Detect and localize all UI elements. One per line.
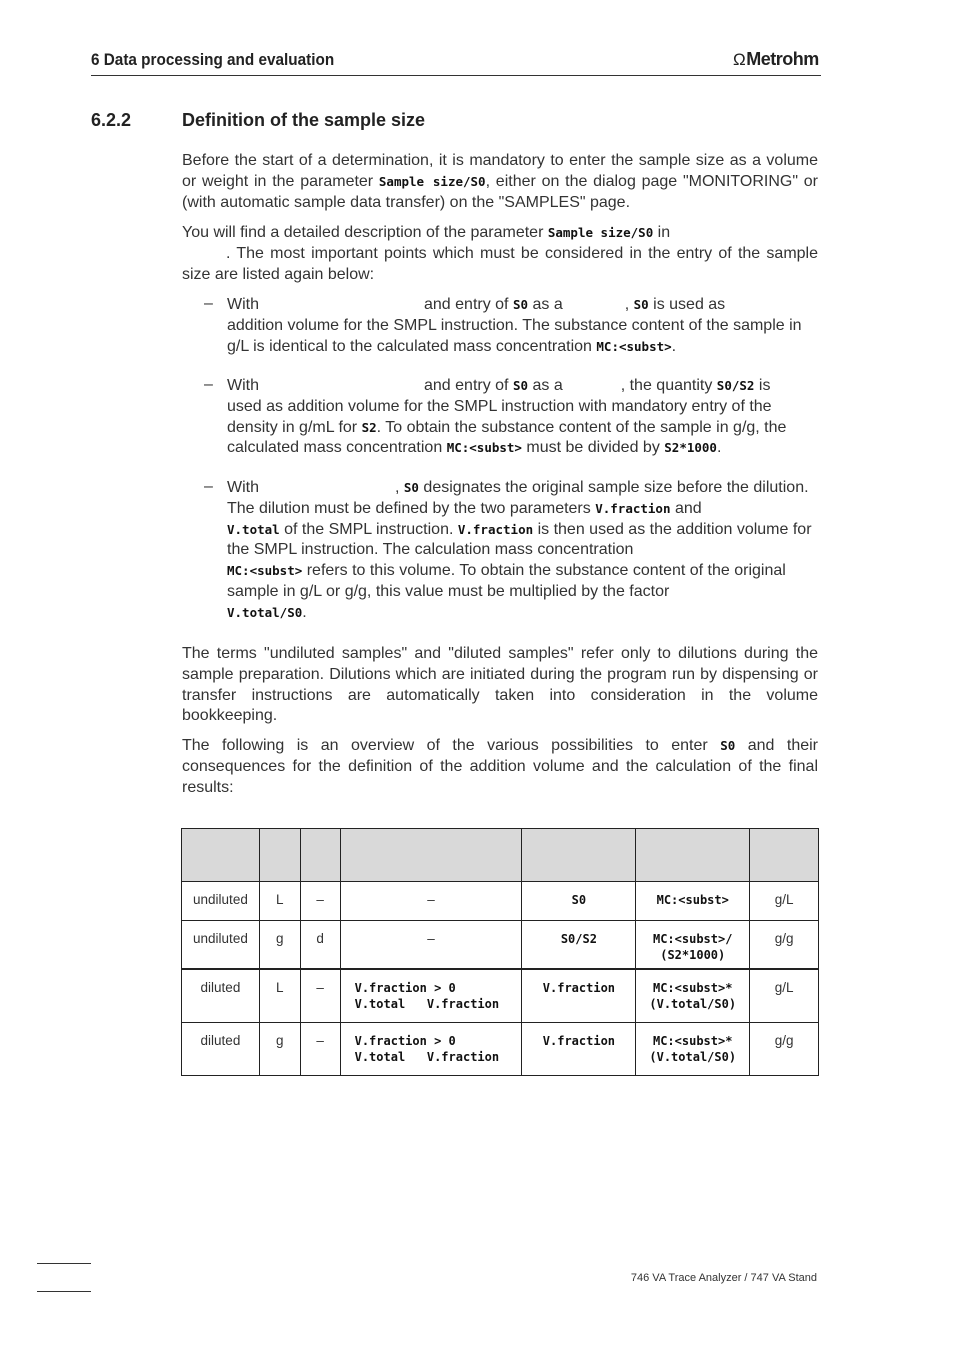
bullet-dash: – (204, 376, 213, 393)
text: as a (532, 296, 563, 313)
header-cell (636, 829, 750, 882)
text: With (227, 479, 259, 496)
footer-product-name: 746 VA Trace Analyzer / 747 VA Stand (630, 1272, 817, 1284)
result-cell (636, 921, 750, 970)
section-title: Definition of the sample size (182, 110, 426, 130)
code: MC:<subst> (446, 440, 522, 456)
result-line: (S2*1000) (660, 948, 726, 962)
omega-icon: Ω (733, 50, 746, 69)
bullet-dash: – (204, 478, 213, 495)
text: used as addition volume for the SMPL instruction with mandatory entry of the density in g/mL for (227, 397, 772, 436)
text: , either on the dialog page "MONITORING" or (with automatic sample data transfer) on the "SAMPLES" page. (182, 172, 819, 211)
density-cell: d (300, 921, 340, 970)
text: With (227, 296, 259, 313)
condition-cell (340, 969, 522, 1023)
paragraph-overview (182, 736, 818, 798)
table-row (182, 921, 819, 970)
table-header-row (182, 829, 819, 882)
header-cell (340, 829, 522, 882)
bullet-item (227, 376, 817, 459)
final-unit-cell: g/g (750, 921, 819, 970)
code: V.fraction (595, 500, 671, 516)
density-cell: – (300, 969, 340, 1023)
sample-cell: undiluted (182, 921, 260, 970)
condition-line: V.fraction > 0 (354, 1034, 456, 1048)
bullet-item (227, 295, 817, 357)
text: The following is an overview of the various possibilities to enter (182, 737, 708, 754)
addition-volume-cell: S0 (522, 882, 636, 921)
text: must be divided by (526, 439, 660, 457)
unit-cell: g (259, 921, 300, 970)
code: S0/S2 (716, 378, 755, 393)
code: S0 (512, 378, 529, 393)
header-cell (259, 829, 300, 882)
result-cell: MC:<subst> (636, 882, 750, 921)
text: , (624, 296, 630, 313)
density-cell: – (300, 882, 340, 921)
header-cell (750, 829, 819, 882)
final-unit-cell: g/g (750, 1023, 819, 1076)
footer-rule (37, 1263, 91, 1264)
text: in (657, 224, 671, 241)
result-line: MC:<subst>/ (652, 932, 733, 946)
chapter-header: 6 Data processing and evaluation (91, 50, 335, 69)
parameter-code: S0 (720, 738, 736, 753)
code: MC:<subst> (596, 338, 672, 354)
text: addition volume for the SMPL instruction. The substance content of the sample in g/L is identical to the calculated mass concentration (227, 316, 802, 355)
text: is then used as the addition volume for the SMPL instruction. The calculation mass concentration (227, 520, 812, 559)
text: is (758, 377, 771, 394)
addition-volume-cell: V.fraction (522, 1023, 636, 1076)
final-unit-cell: g/L (750, 882, 819, 921)
unit-cell: L (259, 969, 300, 1023)
logo-text: Metrohm (746, 49, 819, 69)
section-number: 6.2.2 (91, 110, 132, 130)
paragraph-intro (182, 151, 818, 213)
metrohm-logo (733, 49, 819, 70)
code: S2 (361, 419, 377, 435)
overview-table (181, 828, 819, 1076)
table-row (182, 882, 819, 921)
text: . To obtain the substance content of the sample in g/g, the calculated mass concentration (227, 418, 787, 457)
sample-cell: diluted (182, 1023, 260, 1076)
header-cell (300, 829, 340, 882)
text: of the SMPL instruction. (284, 520, 454, 538)
text: and entry of (424, 296, 509, 313)
text: , (395, 479, 400, 496)
text: . (716, 439, 722, 457)
text: . The most important points which must be considered in the entry of the sample size are listed again below: (182, 244, 818, 283)
bullet-dash: – (204, 295, 213, 312)
footer-rule (37, 1291, 91, 1292)
code: V.fraction (457, 521, 534, 537)
text: and their consequences for the definition of the addition volume and the calculation of the final results: (182, 737, 818, 796)
final-unit-cell: g/L (750, 969, 819, 1023)
text: You will find a detailed description of the parameter (182, 224, 544, 241)
text: Before the start of a determination, it is mandatory to enter the sample size as a volume or weight in the parameter (182, 152, 818, 190)
code: MC:<subst> (227, 563, 303, 579)
result-line: MC:<subst>* (652, 1034, 733, 1048)
code: S0 (403, 480, 419, 495)
code: S2*1000 (664, 440, 717, 456)
text: as a (532, 377, 563, 394)
addition-volume-cell: V.fraction (522, 969, 636, 1023)
text: . (671, 337, 677, 355)
header-cell (522, 829, 636, 882)
density-cell: – (300, 1023, 340, 1076)
condition-line: V.total V.fraction (354, 1050, 500, 1064)
code: V.total/S0 (227, 604, 303, 620)
text: , the quantity (620, 377, 713, 394)
table-row (182, 1023, 819, 1076)
code: S0 (633, 297, 649, 312)
header-rule (91, 75, 821, 76)
condition-line: V.fraction > 0 (354, 981, 456, 995)
parameter-code: Sample size/S0 (378, 173, 486, 189)
unit-cell: L (259, 882, 300, 921)
result-line: (V.total/S0) (649, 1050, 737, 1064)
text: is used as (653, 296, 726, 313)
result-cell (636, 1023, 750, 1076)
text: and (674, 499, 702, 517)
result-line: (V.total/S0) (649, 997, 737, 1011)
text: . (302, 603, 307, 621)
text: refers to this volume. To obtain the substance content of the original sample in g/L or g/g, this value must be multiplied by the factor (227, 562, 786, 600)
text: and entry of (424, 377, 509, 394)
sample-cell: diluted (182, 969, 260, 1023)
condition-cell (340, 1023, 522, 1076)
paragraph-description (182, 223, 818, 285)
unit-cell: g (259, 1023, 300, 1076)
result-cell (636, 969, 750, 1023)
result-line: MC:<subst>* (652, 981, 733, 995)
text: With (227, 377, 259, 394)
table-row (182, 969, 819, 1023)
parameter-code: Sample size/S0 (547, 225, 654, 240)
sample-cell: undiluted (182, 882, 260, 921)
condition-cell: – (340, 921, 522, 970)
condition-cell: – (340, 882, 522, 921)
header-cell (182, 829, 260, 882)
text: designates the original sample size before the dilution. The dilution must be defined by the two parameters (227, 479, 809, 517)
condition-line: V.total V.fraction (354, 997, 500, 1011)
code: S0 (512, 297, 529, 312)
code: V.total (227, 521, 280, 537)
bullet-item (227, 478, 817, 624)
addition-volume-cell: S0/S2 (522, 921, 636, 970)
paragraph-dilution-terms: The terms "undiluted samples" and "diluted samples" refer only to dilutions during the sample preparation. Dilutions which are initiated during the program run by dispensing or transfer instructions are automatically taken into consideration in the volume bookkeeping. (182, 645, 818, 725)
